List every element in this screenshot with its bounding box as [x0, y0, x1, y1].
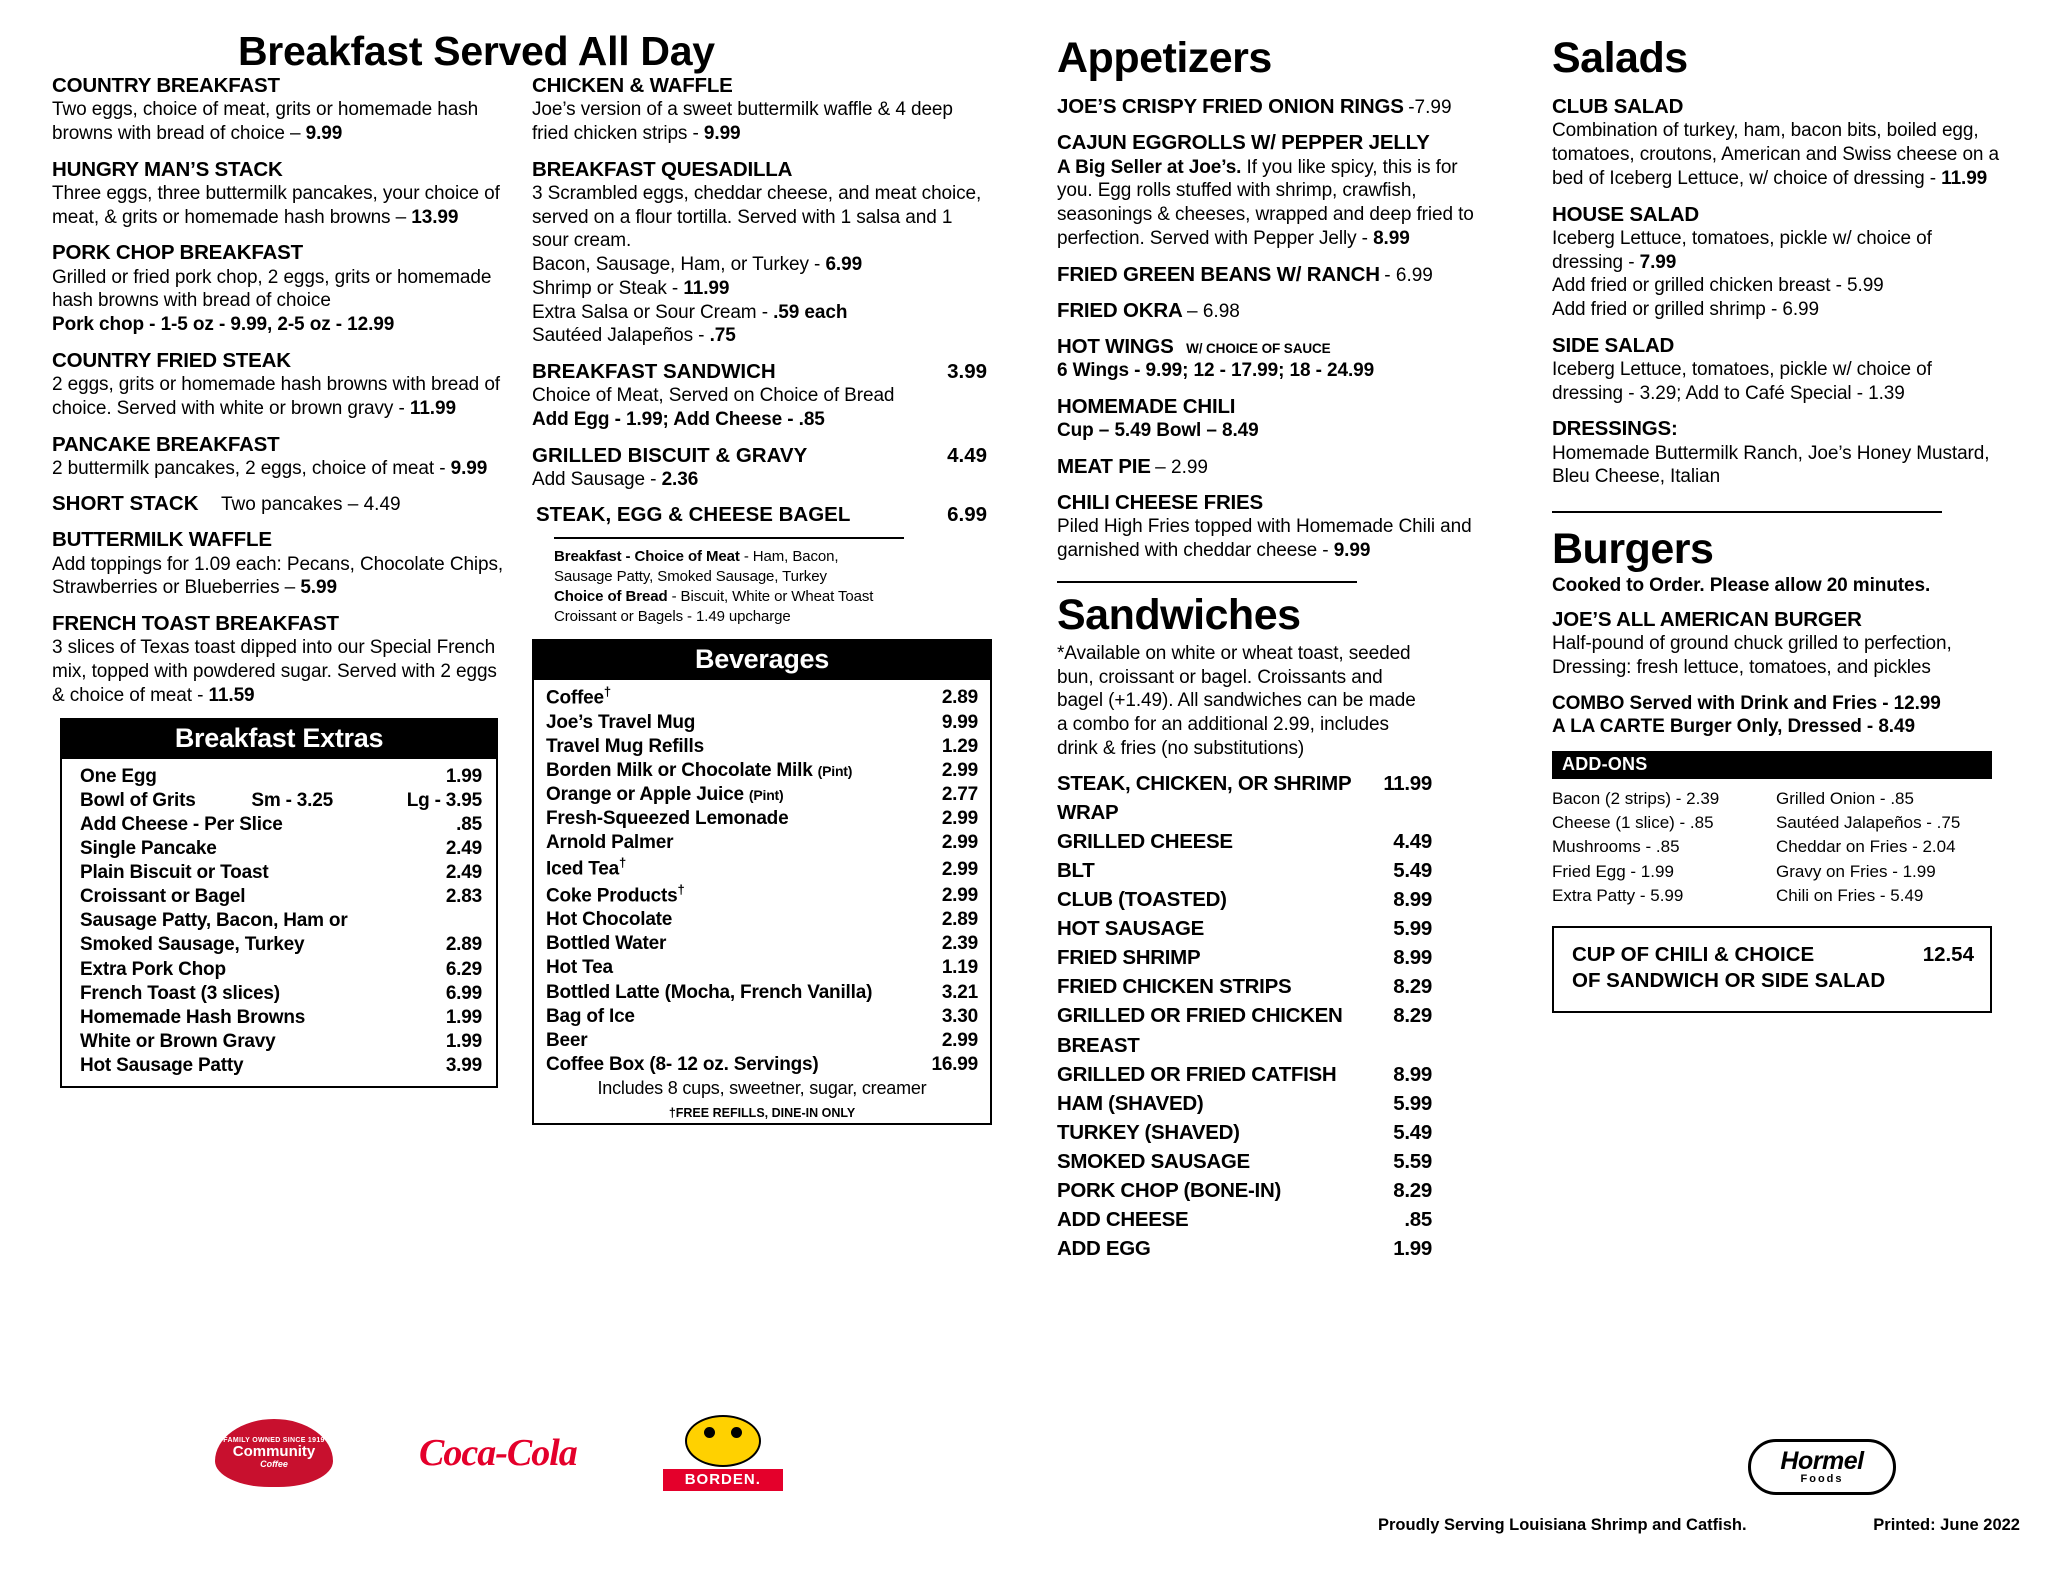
- row-value: 1.29: [941, 735, 978, 757]
- item-name: HOT WINGS: [1057, 334, 1174, 358]
- row-value: 2.49: [445, 862, 482, 884]
- chili-special-box: [1552, 926, 1992, 1013]
- sandwich-price: 5.99: [1393, 917, 1432, 941]
- sandwich-row: [1057, 914, 1432, 943]
- row-value: 1.99: [445, 1030, 482, 1052]
- item-price: 5.99: [300, 577, 337, 599]
- row-label: Fresh-Squeezed Lemonade: [546, 808, 789, 830]
- item-name: STEAK, EGG & CHEESE BAGEL: [536, 503, 851, 527]
- item-name: SHORT STACK: [52, 492, 199, 516]
- sandwich-label: HAM (SHAVED): [1057, 1091, 1204, 1115]
- item-header-row: [532, 444, 987, 468]
- sandwich-label: HOT SAUSAGE: [1057, 917, 1205, 941]
- row-label: Bag of Ice: [546, 1005, 635, 1027]
- borden-logo: BORDEN.: [663, 1415, 783, 1491]
- beverages-title: Beverages: [534, 641, 990, 680]
- item-description: Add Sausage - 2.36: [532, 468, 699, 490]
- table-row: [546, 711, 978, 735]
- row-value: 6.99: [445, 982, 482, 1004]
- item-name: CAJUN EGGROLLS W/ PEPPER JELLY: [1057, 131, 1430, 155]
- chili-special-line2: OF SANDWICH OR SIDE SALAD: [1572, 969, 1886, 993]
- table-row: [546, 981, 978, 1005]
- row-value: 1.99: [445, 765, 482, 787]
- menu-item: [52, 492, 512, 516]
- row-label: Single Pancake: [80, 837, 217, 859]
- row-label: Add Cheese - Per Slice: [80, 813, 283, 835]
- table-row: [80, 909, 482, 933]
- row-label: Bowl of Grits: [80, 789, 196, 811]
- menu-columns: [22, 18, 2026, 1518]
- sandwich-row: [1057, 827, 1432, 856]
- table-row: [80, 765, 482, 789]
- row-value: 6.29: [445, 958, 482, 980]
- breakfast-extras-body: [62, 759, 496, 1087]
- row-value: 9.99: [941, 711, 978, 733]
- addon-item: Chili on Fries - 5.49: [1776, 885, 1924, 905]
- row-label: White or Brown Gravy: [80, 1030, 276, 1052]
- item-price: 9.99: [703, 122, 741, 144]
- row-value: 2.89: [941, 687, 978, 709]
- menu-item: [1057, 455, 1487, 479]
- menu-item: [1552, 417, 2007, 489]
- item-description: Three eggs, three buttermilk pancakes, your choice of meat, & grits or homemade hash browns – 13.99: [52, 182, 500, 228]
- sandwiches-note: *Available on white or wheat toast, seeded bun, croissant or bagel. Croissants and bagel (+1.49). All sandwiches can be made a combo for an additional 2.99, includes drink & fries (no substitutions): [1057, 642, 1416, 759]
- row-value: 2.99: [941, 759, 978, 781]
- item-description: Half-pound of ground chuck grilled to perfection, Dressing: fresh lettuce, tomatoes, and pickles: [1552, 633, 1952, 678]
- addons-column-left: [1552, 787, 1776, 908]
- item-description: 2 buttermilk pancakes, 2 eggs, choice of meat - 9.99: [52, 457, 488, 479]
- burgers-title: Burgers: [1552, 525, 1714, 574]
- row-value: 1.99: [445, 1006, 482, 1028]
- row-label: Hot Chocolate: [546, 909, 673, 931]
- addons-title: ADD-ONS: [1552, 751, 1992, 779]
- addons-section: [1552, 751, 1992, 908]
- item-name: PANCAKE BREAKFAST: [52, 432, 280, 456]
- menu-item: [52, 349, 512, 421]
- coca-cola-logo: Coca-Cola: [419, 1431, 577, 1474]
- item-price: 6.99: [947, 503, 987, 527]
- item-price-detail: Cup – 5.49 Bowl – 8.49: [1057, 420, 1259, 442]
- table-row: [546, 783, 978, 807]
- sandwich-price: 5.99: [1393, 1091, 1432, 1115]
- sandwich-label: TURKEY (SHAVED): [1057, 1120, 1240, 1144]
- quesadilla-option: Bacon, Sausage, Ham, or Turkey - 6.99: [532, 254, 863, 276]
- table-row: [546, 831, 978, 855]
- item-name: CHILI CHEESE FRIES: [1057, 490, 1263, 514]
- row-value: 2.83: [445, 886, 482, 908]
- item-description: Add toppings for 1.09 each: Pecans, Chocolate Chips, Strawberries or Blueberries – 5.99: [52, 553, 504, 599]
- item-price: -7.99: [1408, 97, 1452, 119]
- row-value: 3.21: [941, 981, 978, 1003]
- item-header-row: [532, 360, 987, 384]
- table-row: [546, 735, 978, 759]
- item-price: – 6.98: [1187, 300, 1240, 322]
- addon-item: Grilled Onion - .85: [1776, 789, 1914, 809]
- item-description: Joe’s version of a sweet buttermilk waffle & 4 deep fried chicken strips - 9.99: [532, 99, 953, 144]
- sandwich-price: 4.49: [1393, 829, 1432, 853]
- row-label: Extra Pork Chop: [80, 958, 226, 980]
- sandwich-price: 8.29: [1393, 1004, 1432, 1028]
- item-description: 3 slices of Texas toast dipped into our Special French mix, topped with powdered sugar. Served with 2 eggs & choice of meat - 11.59: [52, 637, 497, 706]
- sandwich-price: 1.99: [1393, 1237, 1432, 1261]
- table-row: [546, 956, 978, 980]
- row-label: Bottled Water: [546, 933, 667, 955]
- item-description: 3 Scrambled eggs, cheddar cheese, and meat choice, served on a flour tortilla. Served with 1 salsa and 1 sour cream.: [532, 182, 982, 252]
- section-divider: [1552, 511, 1942, 513]
- item-price: 3.99: [947, 360, 987, 384]
- chili-special-price: 12.54: [1922, 942, 1974, 966]
- row-label: Borden Milk or Chocolate Milk (Pint): [546, 759, 853, 781]
- menu-item: [1552, 608, 2007, 680]
- item-name: FRENCH TOAST BREAKFAST: [52, 612, 339, 636]
- menu-item: [1057, 131, 1487, 250]
- sandwiches-title: Sandwiches: [1057, 590, 1301, 639]
- item-name: SIDE SALAD: [1552, 333, 1675, 357]
- menu-item: [1552, 95, 2007, 190]
- breakfast-title: Breakfast Served All Day: [238, 28, 715, 74]
- item-price: 4.49: [947, 443, 987, 467]
- sandwich-row: [1057, 769, 1432, 827]
- sandwich-price: 8.29: [1393, 975, 1432, 999]
- salad-addon-1: Add fried or grilled chicken breast - 5.99: [1552, 275, 1884, 297]
- item-name: CLUB SALAD: [1552, 95, 1684, 119]
- item-name: DRESSINGS:: [1552, 417, 1678, 441]
- item-price: 8.99: [1373, 227, 1410, 249]
- table-row: [546, 882, 978, 908]
- table-row: [80, 861, 482, 885]
- row-value: 2.89: [941, 909, 978, 931]
- item-price: 7.99: [1639, 251, 1677, 273]
- addons-grid: [1552, 787, 1992, 908]
- chili-special-label: CUP OF CHILI & CHOICE: [1572, 942, 1815, 966]
- menu-item: [1057, 491, 1487, 563]
- addons-column-right: [1776, 787, 1992, 908]
- row-label: Homemade Hash Browns: [80, 1006, 306, 1028]
- quesadilla-option: Shrimp or Steak - 11.99: [532, 277, 730, 299]
- item-name: JOE’S ALL AMERICAN BURGER: [1552, 608, 1862, 632]
- row-value: 2.39: [941, 933, 978, 955]
- row-label: Hot Sausage Patty: [80, 1055, 244, 1077]
- sandwich-row: [1057, 972, 1432, 1001]
- sandwich-label: SMOKED SAUSAGE: [1057, 1149, 1250, 1173]
- item-name: COUNTRY FRIED STEAK: [52, 348, 291, 372]
- row-value: 2.89: [445, 934, 482, 956]
- row-value: 2.99: [941, 885, 978, 907]
- row-label: French Toast (3 slices): [80, 982, 280, 1004]
- row-label: Coffee Box (8- 12 oz. Servings): [546, 1053, 819, 1075]
- item-name: GRILLED BISCUIT & GRAVY: [532, 443, 808, 467]
- row-label: One Egg: [80, 765, 157, 787]
- table-row: [546, 807, 978, 831]
- menu-item: [532, 74, 987, 146]
- table-row: [546, 908, 978, 932]
- row-value: 3.30: [941, 1005, 978, 1027]
- row-label: Arnold Palmer: [546, 832, 674, 854]
- row-value: 1.19: [941, 957, 978, 979]
- row-value: Lg - 3.95: [406, 789, 482, 811]
- table-row: [80, 933, 482, 957]
- sandwich-row: [1057, 943, 1432, 972]
- sandwich-price: 11.99: [1383, 771, 1432, 795]
- sandwich-row: [1057, 1089, 1432, 1118]
- item-description: Piled High Fries topped with Homemade Chili and garnished with cheddar cheese - 9.99: [1057, 516, 1472, 561]
- salads-title: Salads: [1552, 34, 1688, 82]
- item-description: A Big Seller at Joe’s. If you like spicy, this is for you. Egg rolls stuffed with shrimp, crawfish, seasonings & cheeses, wrapped and deep fried to perfection. Served with Pepper Jelly - 8.99: [1057, 156, 1474, 249]
- item-name: HUNGRY MAN’S STACK: [52, 157, 283, 181]
- table-row: [80, 958, 482, 982]
- item-price: 13.99: [411, 206, 459, 228]
- sandwich-label: FRIED CHICKEN STRIPS: [1057, 975, 1292, 999]
- item-price: – 2.99: [1155, 456, 1208, 478]
- menu-item: [1552, 334, 2007, 406]
- item-name: COUNTRY BREAKFAST: [52, 74, 280, 97]
- row-label: Travel Mug Refills: [546, 735, 704, 757]
- sandwich-price: 5.49: [1393, 1120, 1432, 1144]
- borden-cow-icon: [685, 1415, 761, 1467]
- table-row: [80, 837, 482, 861]
- item-name: HOMEMADE CHILI: [1057, 394, 1236, 418]
- addon-item: Cheddar on Fries - 2.04: [1776, 837, 1956, 857]
- item-price: 11.99: [1941, 167, 1988, 189]
- sandwich-label: CLUB (TOASTED): [1057, 887, 1227, 911]
- sandwich-row: [1057, 1234, 1432, 1263]
- row-value: 16.99: [931, 1053, 978, 1075]
- sandwich-price: 8.29: [1393, 1179, 1432, 1203]
- addon-item: Extra Patty - 5.99: [1552, 885, 1684, 905]
- sandwich-label: GRILLED CHEESE: [1057, 829, 1233, 853]
- addon-item: Gravy on Fries - 1.99: [1776, 861, 1936, 881]
- item-name: FRIED GREEN BEANS W/ RANCH: [1057, 262, 1380, 286]
- sandwich-label: BLT: [1057, 858, 1095, 882]
- sandwich-label: STEAK, CHICKEN, OR SHRIMP WRAP: [1057, 771, 1351, 824]
- choice-meat-line: Breakfast - Choice of Meat - Ham, Bacon,: [554, 548, 839, 566]
- sandwich-price: 8.99: [1393, 1062, 1432, 1086]
- addon-item: Mushrooms - .85: [1552, 837, 1680, 857]
- row-value: 2.49: [445, 837, 482, 859]
- addon-item: Bacon (2 strips) - 2.39: [1552, 789, 1720, 809]
- partner-logos: [215, 1415, 783, 1491]
- item-price: 4.49: [363, 494, 401, 516]
- sandwich-price: 5.49: [1393, 858, 1432, 882]
- row-value: .85: [456, 813, 482, 835]
- item-header-row: [1057, 335, 1487, 359]
- table-row: [546, 1005, 978, 1029]
- item-addons: Add Egg - 1.99; Add Cheese - .85: [532, 408, 825, 430]
- column-breakfast-right: [522, 18, 997, 1518]
- item-price-detail: 6 Wings - 9.99; 12 - 17.99; 18 - 24.99: [1057, 360, 1375, 382]
- menu-item: [532, 444, 987, 492]
- sandwich-label: ADD CHEESE: [1057, 1208, 1189, 1232]
- table-row: [546, 855, 978, 881]
- menu-item: [52, 433, 512, 481]
- menu-item: [1057, 263, 1487, 287]
- table-row: [80, 1030, 482, 1054]
- sandwich-label: GRILLED OR FRIED CATFISH: [1057, 1062, 1337, 1086]
- table-row: [80, 813, 482, 837]
- row-label: Croissant or Bagel: [80, 886, 246, 908]
- menu-item: [1057, 299, 1487, 323]
- row-label: Plain Biscuit or Toast: [80, 862, 269, 884]
- item-description: Iceberg Lettuce, tomatoes, pickle w/ choice of dressing - 3.29; Add to Café Special - 1.39: [1552, 358, 1932, 404]
- table-row: [546, 684, 978, 710]
- item-price: 11.99: [409, 397, 456, 419]
- sandwich-price: 8.99: [1393, 946, 1432, 970]
- row-label: Iced Tea†: [546, 855, 627, 880]
- row-value: 2.99: [941, 1029, 978, 1051]
- salad-addon-2: Add fried or grilled shrimp - 6.99: [1552, 299, 1819, 321]
- menu-item: [1057, 335, 1487, 383]
- item-name: CHICKEN & WAFFLE: [532, 74, 733, 97]
- item-price: 11.59: [208, 684, 255, 706]
- burger-combo-line: COMBO Served with Drink and Fries - 12.99: [1552, 692, 1941, 714]
- column-salads-burgers: [1497, 18, 2017, 1518]
- item-description: Grilled or fried pork chop, 2 eggs, grits or homemade hash browns with bread of choice: [52, 266, 492, 312]
- item-name: HOUSE SALAD: [1552, 202, 1700, 226]
- item-name: FRIED OKRA: [1057, 298, 1183, 322]
- section-divider: [1057, 581, 1357, 583]
- sandwich-row: [1057, 1001, 1432, 1059]
- breakfast-choice-note: [554, 537, 904, 627]
- sandwich-row: [1057, 1205, 1432, 1234]
- item-name: JOE’S CRISPY FRIED ONION RINGS: [1057, 95, 1404, 119]
- row-label: Bottled Latte (Mocha, French Vanilla): [546, 981, 873, 1003]
- item-price: 9.99: [1333, 539, 1371, 561]
- item-name: BREAKFAST SANDWICH: [532, 360, 776, 384]
- menu-item: [532, 360, 987, 432]
- sandwiches-price-list: [1057, 769, 1432, 1264]
- table-row: [80, 982, 482, 1006]
- row-label: Smoked Sausage, Turkey: [80, 934, 305, 956]
- quesadilla-options: [532, 253, 987, 348]
- sandwich-row: [1057, 1118, 1432, 1147]
- choice-bread-line2: Croissant or Bagels - 1.49 upcharge: [554, 608, 791, 626]
- sandwich-label: PORK CHOP (BONE-IN): [1057, 1179, 1281, 1203]
- item-description: Two pancakes –: [221, 494, 364, 516]
- beverages-table: [532, 639, 992, 1125]
- table-row: [80, 1006, 482, 1030]
- beverages-body: [534, 680, 990, 1102]
- chili-special-line1: [1572, 942, 1974, 969]
- item-description: 2 eggs, grits or homemade hash browns with bread of choice. Served with white or brown gravy - 11.99: [52, 374, 500, 419]
- menu-item: [52, 74, 512, 146]
- breakfast-extras-table: [60, 718, 498, 1089]
- row-label: Coffee†: [546, 684, 611, 709]
- table-row: [546, 1053, 978, 1077]
- sandwich-row: [1057, 1176, 1432, 1205]
- item-header-row: [532, 503, 987, 527]
- appetizers-title: Appetizers: [1057, 34, 1272, 82]
- sandwich-row: [1057, 885, 1432, 914]
- row-label: Sausage Patty, Bacon, Ham or: [80, 910, 348, 932]
- addon-item: Sautéed Jalapeños - .75: [1776, 813, 1961, 833]
- menu-item: [52, 241, 512, 336]
- table-row: [546, 1029, 978, 1053]
- menu-item: [1552, 203, 2007, 322]
- row-value: 2.99: [941, 832, 978, 854]
- table-row: [546, 759, 978, 783]
- menu-item: [532, 158, 987, 348]
- row-value: 2.77: [941, 783, 978, 805]
- item-name: BUTTERMILK WAFFLE: [52, 528, 272, 552]
- item-price-detail: Pork chop - 1-5 oz - 9.99, 2-5 oz - 12.99: [52, 314, 395, 336]
- item-name: MEAT PIE: [1057, 454, 1151, 478]
- item-price: 9.99: [305, 122, 343, 144]
- row-value: 2.99: [941, 858, 978, 880]
- row-label: Joe’s Travel Mug: [546, 711, 696, 733]
- item-name: PORK CHOP BREAKFAST: [52, 241, 303, 265]
- burgers-subtitle: Cooked to Order. Please allow 20 minutes.: [1552, 575, 1931, 597]
- burger-alacarte-line: A LA CARTE Burger Only, Dressed - 8.49: [1552, 716, 1915, 738]
- beverages-note: Includes 8 cups, sweetner, sugar, creamer: [597, 1078, 927, 1099]
- item-description: Choice of Meat, Served on Choice of Bread: [532, 385, 895, 407]
- item-sauce-note: W/ CHOICE OF SAUCE: [1186, 340, 1331, 356]
- hormel-foods-logo: Hormel Foods: [1748, 1439, 1896, 1495]
- menu-item: [52, 528, 512, 600]
- sandwich-price: 8.99: [1393, 887, 1432, 911]
- table-row: [80, 789, 482, 813]
- beverages-footnote: †FREE REFILLS, DINE-IN ONLY: [668, 1105, 856, 1120]
- row-value: 3.99: [445, 1055, 482, 1077]
- sandwich-label: FRIED SHRIMP: [1057, 946, 1201, 970]
- sandwich-price: 5.59: [1393, 1149, 1432, 1173]
- footer-left-text: Proudly Serving Louisiana Shrimp and Catfish.: [1378, 1516, 1747, 1534]
- menu-item: [1057, 95, 1487, 119]
- quesadilla-option: Sautéed Jalapeños - .75: [532, 325, 736, 347]
- column-appetizers: [997, 18, 1497, 1518]
- row-value: 2.99: [941, 808, 978, 830]
- item-name: BREAKFAST QUESADILLA: [532, 157, 793, 181]
- item-description: Two eggs, choice of meat, grits or homemade hash browns with bread of choice – 9.99: [52, 99, 479, 144]
- quesadilla-option: Extra Salsa or Sour Cream - .59 each: [532, 301, 848, 323]
- row-mid-value: Sm - 3.25: [251, 789, 333, 811]
- menu-item: [52, 612, 512, 707]
- item-description: Homemade Buttermilk Ranch, Joe’s Honey Mustard, Bleu Cheese, Italian: [1552, 442, 1990, 488]
- sandwich-row: [1057, 1147, 1432, 1176]
- sandwich-row: [1057, 856, 1432, 885]
- row-label: Hot Tea: [546, 957, 613, 979]
- item-price: - 6.99: [1384, 264, 1433, 286]
- menu-item: [1057, 395, 1487, 443]
- row-label: Coke Products†: [546, 881, 685, 907]
- table-row: [546, 932, 978, 956]
- sandwich-label: GRILLED OR FRIED CHICKEN BREAST: [1057, 1004, 1343, 1057]
- table-row: [80, 885, 482, 909]
- row-label: Orange or Apple Juice (Pint): [546, 783, 784, 805]
- row-label: Beer: [546, 1029, 588, 1051]
- item-price: 9.99: [450, 457, 488, 479]
- column-breakfast-left: [22, 18, 522, 1518]
- choice-meat-line2: Sausage Patty, Smoked Sausage, Turkey: [554, 568, 827, 586]
- sandwich-label: ADD EGG: [1057, 1237, 1151, 1261]
- item-description: Combination of turkey, ham, bacon bits, boiled egg, tomatoes, croutons, American and Swiss cheese on a bed of Iceberg Lettuce, w/ choice of dressing - 11.99: [1552, 120, 2000, 189]
- sandwich-price: .85: [1404, 1208, 1432, 1232]
- menu-item: [52, 158, 512, 230]
- addon-item: Fried Egg - 1.99: [1552, 861, 1674, 881]
- choice-bread-line: Choice of Bread - Biscuit, White or Wheat Toast: [554, 588, 874, 606]
- breakfast-extras-title: Breakfast Extras: [62, 720, 496, 759]
- menu-item: [532, 503, 987, 527]
- sandwich-row: [1057, 1060, 1432, 1089]
- addon-item: Cheese (1 slice) - .85: [1552, 813, 1714, 833]
- item-description: Iceberg Lettuce, tomatoes, pickle w/ choice of dressing - 7.99: [1552, 227, 1932, 273]
- community-coffee-logo: FAMILY OWNED SINCE 1919 Community Coffee: [215, 1419, 333, 1487]
- table-row: [80, 1054, 482, 1078]
- footer-right-text: Printed: June 2022: [1873, 1516, 2020, 1534]
